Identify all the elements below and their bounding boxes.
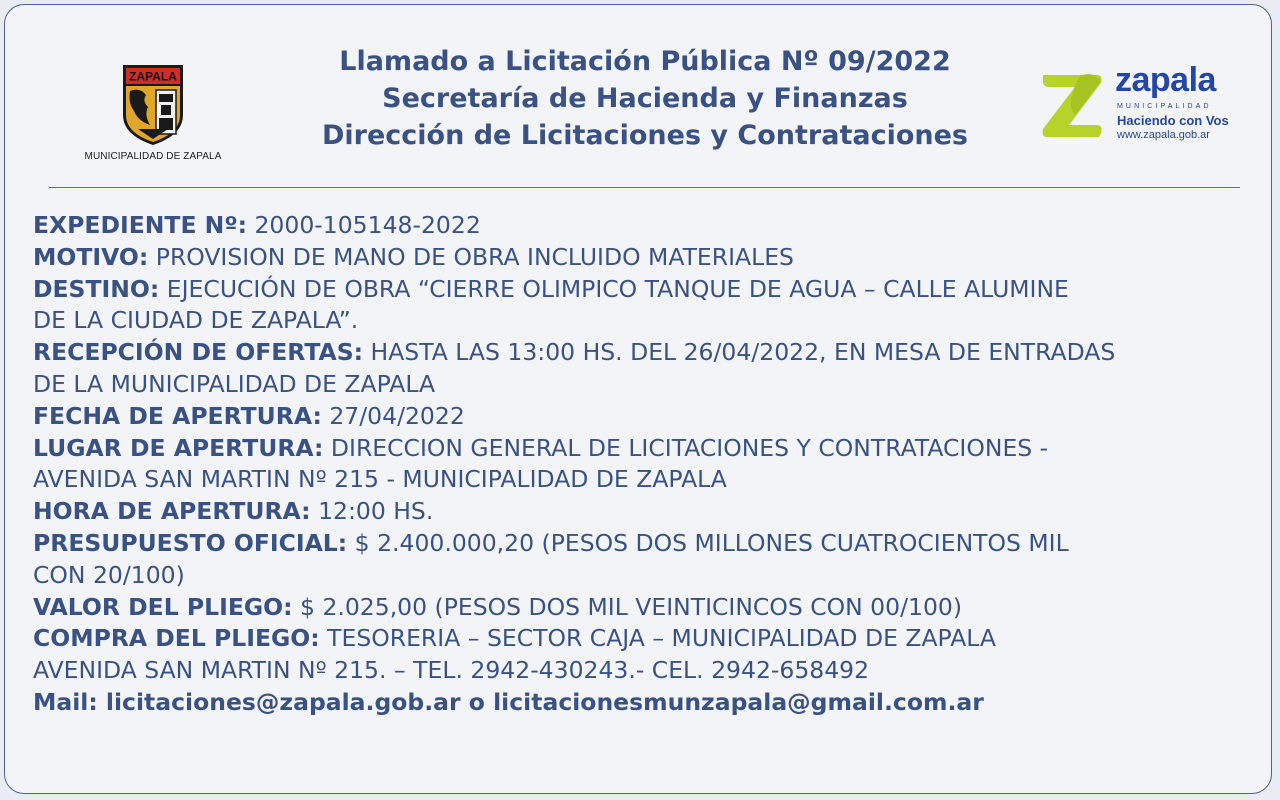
contact-mail: Mail: licitaciones@zapala.gob.ar o licitacionesmunzapala@gmail.com.ar [33,687,984,716]
header-divider [49,187,1240,188]
shield-text: ZAPALA [129,69,177,84]
title-line-3: Dirección de Licitaciones y Contrataciones [322,120,968,151]
field-recepcion-cont: DE LA MUNICIPALIDAD DE ZAPALA [33,369,436,398]
field-label: MOTIVO: [33,242,149,271]
field-label: LUGAR DE APERTURA: [33,433,324,462]
field-value: $ 2.025,00 (PESOS DOS MIL VEINTICINCOS CON 00/100) [292,592,963,621]
field-destino [33,274,1273,306]
title-line-1: Llamado a Licitación Pública Nº 09/2022 [339,46,951,77]
page-title [295,43,995,154]
left-logo-caption: MUNICIPALIDAD DE ZAPALA [84,151,222,162]
field-value: PROVISION DE MANO DE OBRA INCLUIDO MATERIALES [148,242,794,271]
field-value: EJECUCIÓN DE OBRA “CIERRE OLIMPICO TANQUE DE AGUA – CALLE ALUMINE [159,274,1069,303]
field-label: EXPEDIENTE Nº: [33,211,248,239]
field-value: TESORERIA – SECTOR CAJA – MUNICIPALIDAD DE ZAPALA [319,624,997,653]
field-fecha-apertura [33,401,1273,433]
brand-slogan: Haciendo con Vos [1117,113,1229,128]
field-value: DIRECCION GENERAL DE LICITACIONES Y CONTRATACIONES - [323,433,1049,462]
field-value: $ 2.400.000,20 (PESOS DOS MILLONES CUATROCIENTOS MIL [347,528,1069,557]
zapala-shield-icon [120,63,186,147]
zapala-brand-logo [1035,61,1240,147]
field-label: DESTINO: [33,274,160,303]
field-presupuesto [33,528,1273,560]
field-motivo [33,242,1273,274]
field-destino-cont: DE LA CIUDAD DE ZAPALA”. [33,306,359,335]
field-value: HASTA LAS 13:00 HS. DEL 26/04/2022, EN MESA DE ENTRADAS [363,338,1116,367]
brand-url: www.zapala.gob.ar [1117,129,1210,141]
brand-subtitle: MUNICIPALIDAD [1117,103,1212,110]
announcement-card [4,4,1272,794]
field-label: VALOR DEL PLIEGO: [33,592,293,621]
field-label: HORA DE APERTURA: [33,497,311,526]
field-compra-pliego-cont: AVENIDA SAN MARTIN Nº 215. – TEL. 2942-430243.- CEL. 2942-658492 [33,656,870,685]
tender-details [33,210,1273,719]
field-value: 27/04/2022 [321,401,465,430]
field-compra-pliego [33,623,1273,655]
field-expediente [33,210,1273,242]
field-label: COMPRA DEL PLIEGO: [33,624,320,653]
field-label: FECHA DE APERTURA: [33,401,322,430]
field-label: PRESUPUESTO OFICIAL: [33,528,348,557]
field-presupuesto-cont: CON 20/100) [33,560,185,589]
title-line-2: Secretaría de Hacienda y Finanzas [382,83,908,114]
field-value: 12:00 HS. [310,497,434,526]
field-value: 2000-105148-2022 [247,211,481,239]
field-label: RECEPCIÓN DE OFERTAS: [33,338,364,367]
field-lugar-apertura-cont: AVENIDA SAN MARTIN Nº 215 - MUNICIPALIDAD DE ZAPALA [33,465,727,494]
z-brand-icon [1039,71,1105,141]
field-hora-apertura [33,496,1273,528]
field-recepcion [33,337,1273,369]
municipal-crest-logo [83,61,223,165]
brand-name: zapala [1115,61,1216,99]
field-lugar-apertura [33,433,1273,465]
field-valor-pliego [33,592,1273,624]
